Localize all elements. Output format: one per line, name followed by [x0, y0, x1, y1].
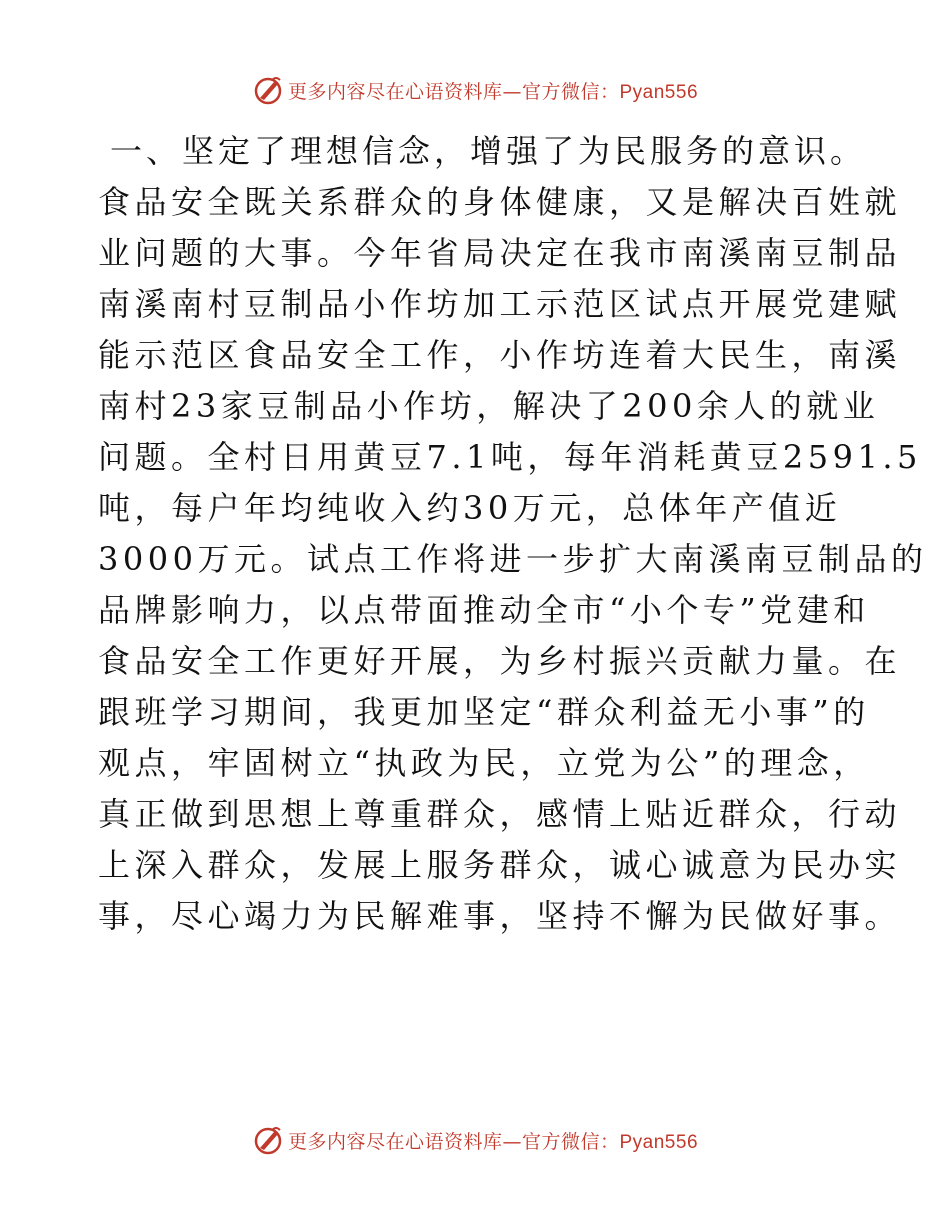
watermark-wechat-label: 官方微信： [521, 80, 620, 103]
paragraph-line: 南溪南村豆制品小作坊加工示范区试点开展党建赋 [98, 285, 902, 323]
watermark-dash: — [502, 80, 522, 103]
paragraph-line: 吨，每户年均纯收入约30万元，总体年产值近 [98, 489, 842, 527]
paragraph-line: 事，尽心竭力为民解难事，坚持不懈为民做好事。 [98, 897, 902, 935]
paragraph-line: 食品安全既关系群众的身体健康，又是解决百姓就 [98, 183, 902, 221]
watermark-text [288, 1127, 698, 1154]
paragraph-line: 问题。全村日用黄豆7.1吨，每年消耗黄豆2591.5 [98, 438, 922, 476]
footer-watermark-banner [0, 1120, 950, 1160]
paragraph-line: 能示范区食品安全工作，小作坊连着大民生，南溪 [98, 336, 902, 374]
paragraph-line: 上深入群众，发展上服务群众，诚心诚意为民办实 [98, 846, 902, 884]
brand-logo-icon [252, 1124, 284, 1156]
section-heading: 一、坚定了理想信念，增强了为民服务的意识。 [110, 132, 867, 170]
paragraph-line: 业问题的大事。今年省局决定在我市南溪南豆制品 [98, 234, 902, 272]
watermark-wechat-id: Pyan556 [619, 81, 699, 103]
paragraph-line: 食品安全工作更好开展，为乡村振兴贡献力量。在 [98, 642, 902, 680]
watermark-dash: — [502, 1130, 522, 1153]
paragraph-line: 3000万元。试点工作将进一步扩大南溪南豆制品的 [98, 540, 928, 578]
paragraph-line: 跟班学习期间，我更加坚定“群众利益无小事”的 [98, 693, 870, 731]
paragraph-line: 观点，牢固树立“执政为民，立党为公”的理念， [98, 744, 870, 782]
paragraph-line: 品牌影响力，以点带面推动全市“小个专”党建和 [98, 591, 870, 629]
header-watermark-banner [0, 70, 950, 110]
document-body [98, 125, 928, 942]
paragraph-line: 真正做到思想上尊重群众，感情上贴近群众，行动 [98, 795, 902, 833]
watermark-wechat-label: 官方微信： [521, 1130, 620, 1153]
paragraph-line: 南村23家豆制品小作坊，解决了200余人的就业 [98, 387, 880, 425]
watermark-main: 更多内容尽在心语资料库 [287, 1130, 503, 1153]
watermark-text [288, 77, 698, 104]
watermark-main: 更多内容尽在心语资料库 [287, 80, 503, 103]
watermark-wechat-id: Pyan556 [619, 1131, 699, 1153]
brand-logo-icon [252, 74, 284, 106]
